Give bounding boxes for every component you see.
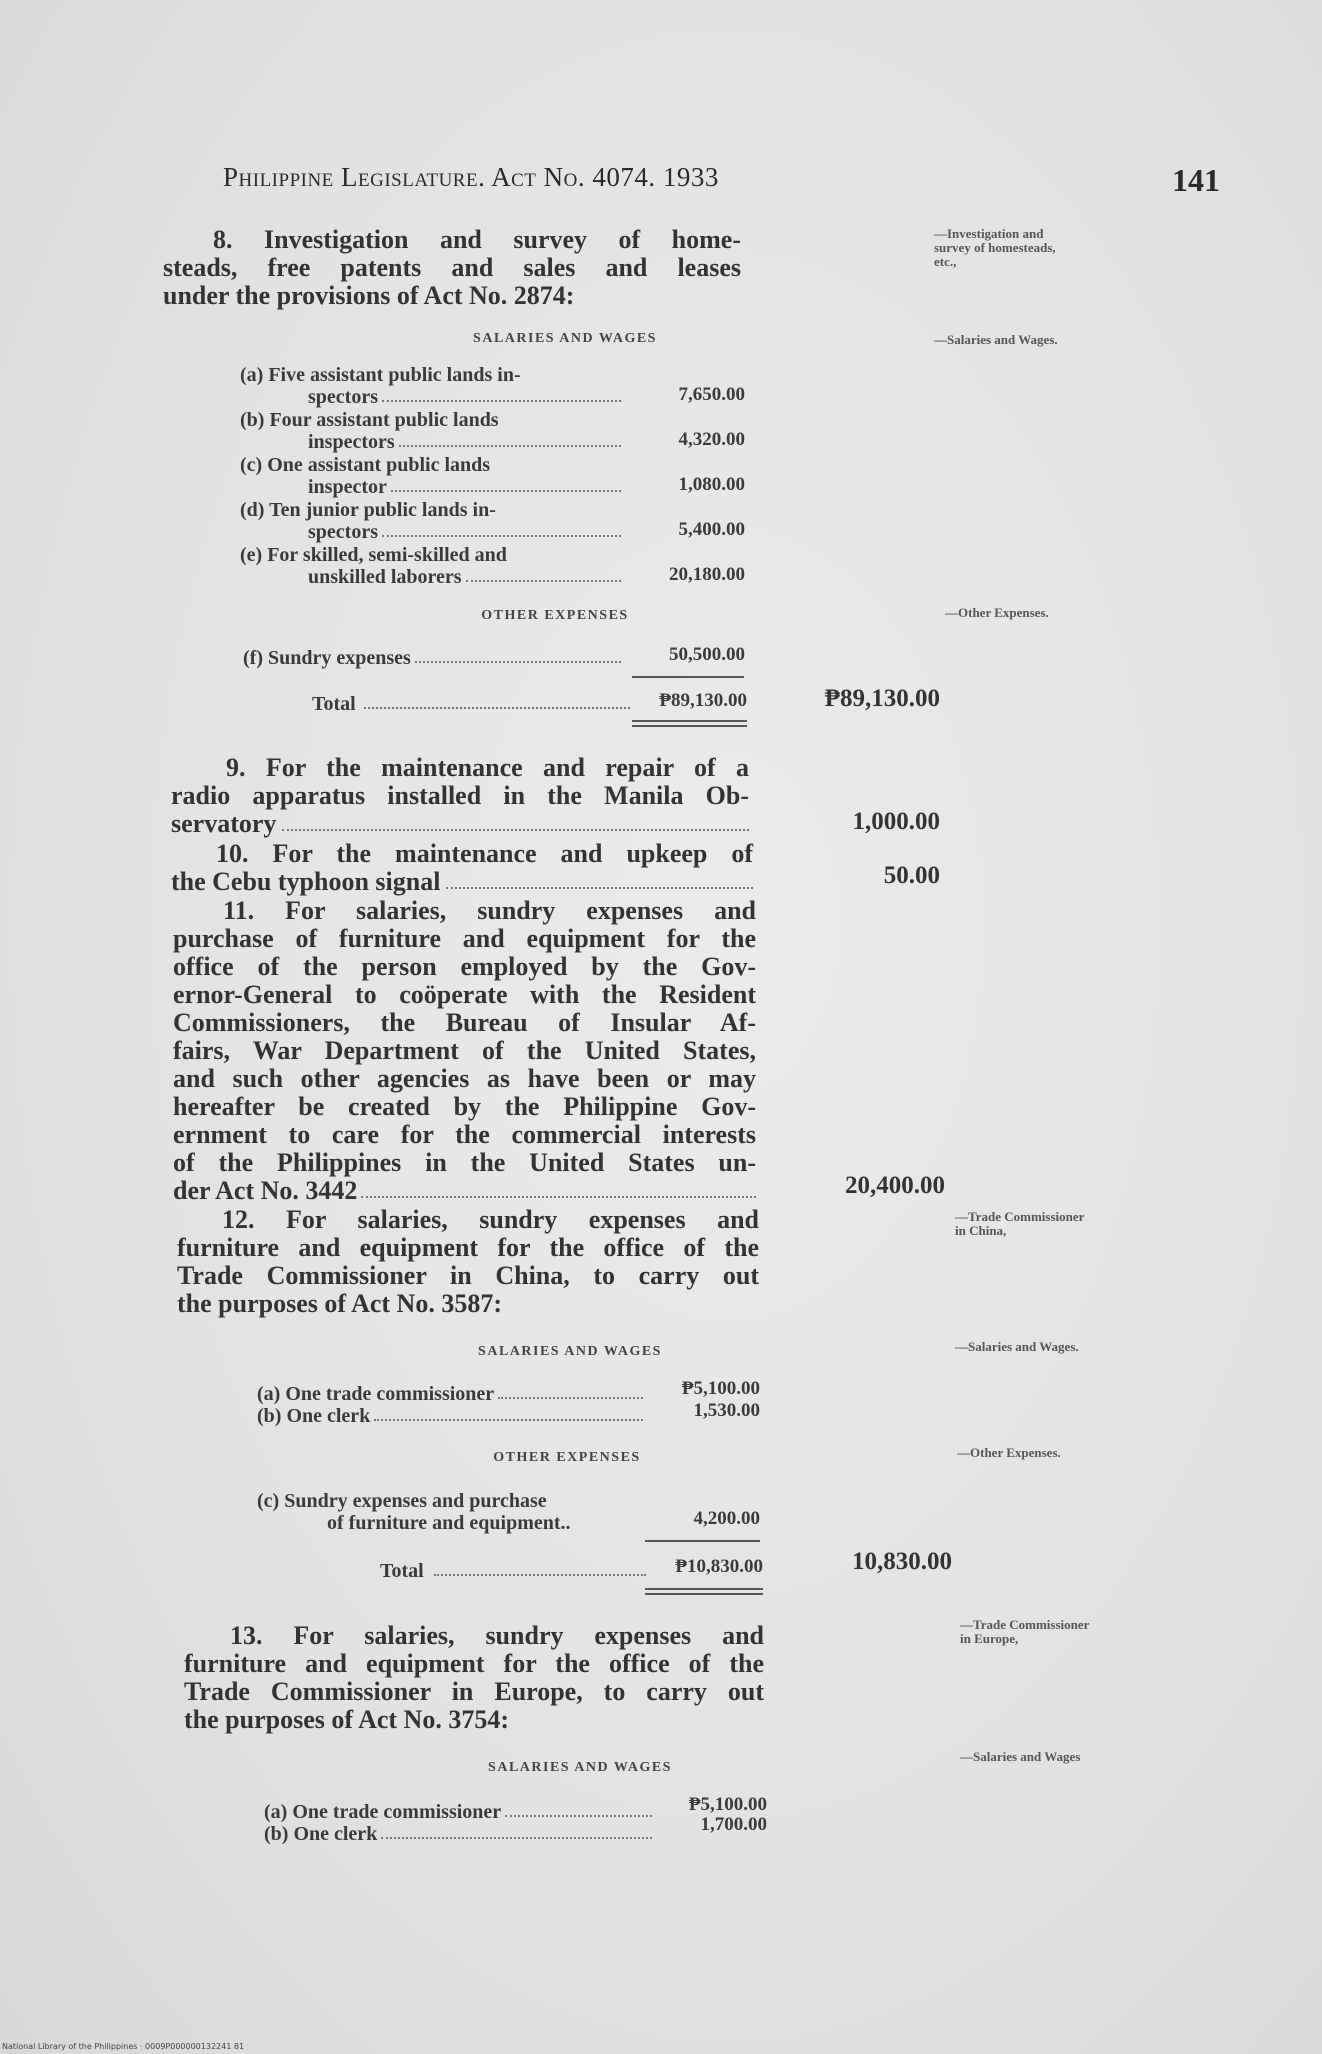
running-title: Philippine Legislature. Act No. 4074. 1933 (223, 162, 719, 192)
item8-entry-c: (c) One assistant public lands inspector (240, 454, 625, 498)
item8-amount-a: 7,650.00 (678, 384, 745, 405)
item8-entry-d: (d) Ten junior public lands in- spectors (240, 499, 625, 543)
other-expenses-heading: OTHER EXPENSES (481, 608, 629, 623)
item13-text: 13. For salaries, sundry expenses and furniture and equipment for the office of the Trade Commissioner in Europe, to carry out the purposes of Act No. 3754: (184, 1621, 764, 1734)
item13-entry-b: (b) One clerk (264, 1823, 654, 1845)
total-double-rule-2 (645, 1588, 763, 1595)
item9-amount: 1,000.00 (852, 808, 940, 835)
item12-text: 12. For salaries, sundry expenses and furniture and equipment for the office of the Trade Commissioner in China, to carry out the purposes of Act No. 3587: (177, 1205, 759, 1318)
salaries-heading-3: SALARIES AND WAGES (488, 1760, 672, 1775)
margin-note-investigation: —Investigation and survey of homesteads, etc., (934, 226, 1056, 269)
margin-note-trade-china: —Trade Commissioner in China, (955, 1209, 1085, 1238)
item13-entry-a: (a) One trade commissioner (264, 1801, 654, 1823)
item8-column-total: ₱89,130.00 (824, 685, 940, 712)
other-expenses-heading-2: OTHER EXPENSES (493, 1450, 641, 1465)
scan-credit: National Library of the Philippines · 0009P000000132241 81 (2, 2042, 245, 2051)
margin-note-salaries: —Salaries and Wages. (934, 332, 1058, 347)
item11-amount: 20,400.00 (845, 1172, 945, 1199)
margin-note-salaries-3: —Salaries and Wages (960, 1749, 1081, 1764)
item12-amount-b: 1,530.00 (693, 1400, 760, 1421)
item12-entry-b: (b) One clerk (257, 1405, 645, 1427)
item8-entry-e: (e) For skilled, semi-skilled and unskilled laborers (240, 544, 625, 588)
salaries-heading: SALARIES AND WAGES (473, 331, 657, 346)
item8-total: Total (312, 693, 632, 715)
item12-total-amount: ₱10,830.00 (675, 1556, 763, 1577)
item12-column-total: 10,830.00 (852, 1548, 952, 1575)
item13-amount-a: ₱5,100.00 (688, 1794, 767, 1815)
item8-entry-b: (b) Four assistant public lands inspectors (240, 409, 625, 453)
subtotal-rule-2 (645, 1540, 760, 1542)
margin-note-salaries-2: —Salaries and Wages. (955, 1339, 1079, 1354)
item13-amount-b: 1,700.00 (700, 1814, 767, 1835)
page-number: 141 (1172, 162, 1220, 198)
item8-text: 8. Investigation and survey of home- steads, free patents and sales and leases under the provisions of Act No. 2874: (163, 225, 741, 310)
item12-total: Total (380, 1560, 648, 1582)
item8-amount-d: 5,400.00 (678, 519, 745, 540)
item12-entry-a: (a) One trade commissioner (257, 1383, 645, 1405)
margin-note-other-2: —Other Expenses. (957, 1445, 1061, 1460)
margin-note-trade-europe: —Trade Commissioner in Europe, (960, 1617, 1090, 1646)
item8-amount-e: 20,180.00 (669, 564, 745, 585)
item8-sundry-amount: 50,500.00 (669, 644, 745, 665)
item10-amount: 50.00 (883, 862, 940, 889)
item12-sundry-amount: 4,200.00 (693, 1508, 760, 1529)
salaries-heading-2: SALARIES AND WAGES (478, 1344, 662, 1359)
item12-sundry: (c) Sundry expenses and purchase of furniture and equipment.. (257, 1490, 571, 1534)
item8-amount-b: 4,320.00 (678, 429, 745, 450)
item12-amount-a: ₱5,100.00 (681, 1378, 760, 1399)
item9-text: 9. For the maintenance and repair of a radio apparatus installed in the Manila Ob- servatory (171, 753, 749, 838)
total-double-rule (632, 720, 747, 727)
item8-sundry: (f) Sundry expenses (243, 647, 625, 669)
subtotal-rule (632, 676, 744, 678)
margin-note-other: —Other Expenses. (945, 605, 1049, 620)
item8-amount-c: 1,080.00 (678, 474, 745, 495)
item11-text: 11. For salaries, sundry expenses and purchase of furniture and equipment for the office of the person employed by the Gov- ernor-General to coöperate with the Resident Commissioners, the Bureau of Insular Af- fairs, War Department of the United States, and such other agencies as have been or may hereafter be created by the Philippine Gov- ernment to care for the commercial interests of the Philippines in the United States un- der Act No. 3442 (173, 896, 756, 1205)
item8-total-amount: ₱89,130.00 (659, 690, 747, 711)
item8-entry-a: (a) Five assistant public lands in- spectors (240, 364, 625, 408)
item10-text: 10. For the maintenance and upkeep of the Cebu typhoon signal (171, 839, 753, 896)
